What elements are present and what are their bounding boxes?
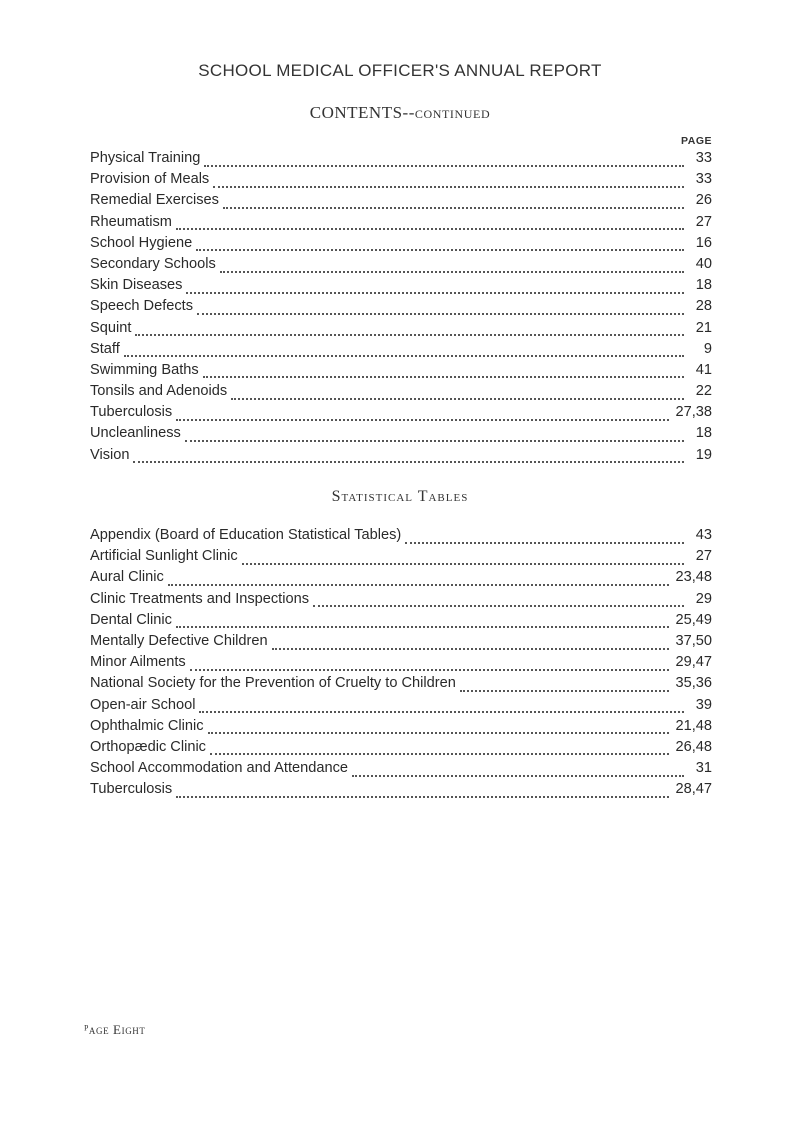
dot-leader bbox=[208, 732, 670, 734]
entry-page-number: 18 bbox=[695, 425, 712, 442]
contents-heading bbox=[0, 103, 800, 123]
index-entry bbox=[90, 404, 712, 425]
entry-label: School Accommodation and Attendance bbox=[90, 760, 348, 777]
entry-label: Appendix (Board of Education Statistical Tables) bbox=[90, 527, 402, 543]
index-entry bbox=[90, 697, 712, 718]
dot-leader bbox=[231, 398, 684, 400]
index-entry bbox=[90, 171, 712, 192]
entry-label: Aural Clinic bbox=[90, 569, 164, 586]
entry-label: Squint bbox=[90, 319, 132, 336]
dot-leader bbox=[223, 207, 684, 209]
index-entry bbox=[90, 425, 712, 446]
entry-page-number: 21,48 bbox=[675, 717, 712, 734]
entry-label: Uncleanliness bbox=[90, 425, 181, 442]
entry-page-number: 28,47 bbox=[675, 781, 712, 798]
entry-label: Speech Defects bbox=[90, 298, 194, 315]
entry-label: Secondary Schools bbox=[90, 255, 216, 272]
entry-label: Skin Diseases bbox=[90, 277, 183, 294]
entry-page-number: 40 bbox=[695, 255, 712, 272]
dot-leader bbox=[204, 165, 684, 167]
index-entry bbox=[90, 718, 712, 739]
entry-page-number: 29,47 bbox=[675, 654, 712, 671]
entry-page-number: 22 bbox=[695, 383, 712, 400]
index-entry bbox=[90, 612, 712, 633]
dot-leader bbox=[210, 753, 669, 755]
index-entry bbox=[90, 760, 712, 781]
entry-page-number: 27 bbox=[695, 548, 712, 565]
dot-leader bbox=[176, 228, 684, 230]
index-entry bbox=[90, 739, 712, 760]
dot-leader bbox=[124, 355, 684, 357]
dot-leader bbox=[460, 690, 670, 692]
entry-label: Physical Training bbox=[90, 150, 201, 166]
index-entry bbox=[90, 214, 712, 235]
entry-page-number: 33 bbox=[695, 150, 712, 166]
entry-page-number: 25,49 bbox=[675, 611, 712, 628]
entry-page-number: 16 bbox=[695, 234, 712, 251]
index-entry bbox=[90, 527, 712, 548]
entry-page-number: 29 bbox=[695, 590, 712, 607]
dot-leader bbox=[176, 796, 669, 798]
entry-label: Minor Ailments bbox=[90, 654, 186, 671]
index-entry bbox=[90, 675, 712, 696]
dot-leader bbox=[186, 292, 684, 294]
entry-page-number: 33 bbox=[695, 171, 712, 188]
index-entry bbox=[90, 569, 712, 590]
entry-page-number: 9 bbox=[703, 340, 712, 357]
dot-leader bbox=[352, 775, 684, 777]
entry-label: Provision of Meals bbox=[90, 171, 210, 188]
entry-page-number: 28 bbox=[695, 298, 712, 315]
index-entry bbox=[90, 256, 712, 277]
index-entry bbox=[90, 320, 712, 341]
statistical-tables-list bbox=[90, 527, 712, 802]
index-entry bbox=[90, 235, 712, 256]
contents-title: CONTENTS bbox=[309, 103, 403, 122]
entry-label: Tuberculosis bbox=[90, 781, 173, 798]
entry-label: Clinic Treatments and Inspections bbox=[90, 590, 310, 607]
dot-leader bbox=[168, 584, 670, 586]
entry-page-number: 39 bbox=[695, 696, 712, 713]
entry-page-number: 27,38 bbox=[675, 404, 712, 421]
dot-leader bbox=[197, 313, 684, 315]
contents-index-list bbox=[90, 150, 712, 468]
entry-page-number: 23,48 bbox=[675, 569, 712, 586]
entry-label: Rheumatism bbox=[90, 213, 172, 230]
entry-label: Orthopædic Clinic bbox=[90, 738, 206, 755]
entry-page-number: 35,36 bbox=[675, 675, 712, 692]
dot-leader bbox=[176, 419, 669, 421]
entry-page-number: 26,48 bbox=[675, 738, 712, 755]
entry-label: Dental Clinic bbox=[90, 611, 172, 628]
running-title: SCHOOL MEDICAL OFFICER'S ANNUAL REPORT bbox=[198, 61, 602, 80]
dot-leader bbox=[133, 461, 684, 463]
dot-leader bbox=[220, 271, 684, 273]
entry-label: Mentally Defective Children bbox=[90, 632, 268, 649]
entry-page-number: 31 bbox=[695, 760, 712, 777]
index-entry bbox=[90, 781, 712, 802]
entry-label: Swimming Baths bbox=[90, 361, 199, 378]
entry-page-number: 19 bbox=[695, 446, 712, 463]
entry-label: Tuberculosis bbox=[90, 404, 173, 421]
index-entry bbox=[90, 447, 712, 468]
index-entry bbox=[90, 548, 712, 569]
index-entry bbox=[90, 362, 712, 383]
index-entry bbox=[90, 383, 712, 404]
dot-leader bbox=[199, 711, 684, 713]
entry-page-number: 27 bbox=[695, 213, 712, 230]
entry-label: Open-air School bbox=[90, 696, 196, 713]
entry-page-number: 21 bbox=[695, 319, 712, 336]
entry-label: Staff bbox=[90, 340, 120, 357]
dot-leader bbox=[313, 605, 684, 607]
dot-leader bbox=[272, 648, 670, 650]
entry-page-number: 18 bbox=[695, 277, 712, 294]
index-entry bbox=[90, 150, 712, 171]
index-entry bbox=[90, 633, 712, 654]
dot-leader bbox=[176, 626, 670, 628]
entry-page-number: 41 bbox=[695, 361, 712, 378]
index-entry bbox=[90, 591, 712, 612]
entry-page-number: 37,50 bbox=[675, 632, 712, 649]
contents-title-suffix: CONTINUED bbox=[414, 107, 491, 121]
index-entry bbox=[90, 654, 712, 675]
entry-page-number: 26 bbox=[695, 192, 712, 209]
entry-label: National Society for the Prevention of Cruelty to Children bbox=[90, 675, 456, 692]
page-footer: ᴾage Eight bbox=[84, 1022, 146, 1037]
entry-label: Remedial Exercises bbox=[90, 192, 219, 209]
statistical-tables-heading: Statistical Tables bbox=[331, 488, 469, 505]
dot-leader bbox=[185, 440, 684, 442]
index-entry bbox=[90, 298, 712, 319]
contents-title-dash: -- bbox=[402, 103, 415, 122]
index-entry bbox=[90, 192, 712, 213]
entry-label: Vision bbox=[90, 446, 130, 463]
dot-leader bbox=[213, 186, 684, 188]
entry-label: School Hygiene bbox=[90, 234, 193, 251]
entry-label: Artificial Sunlight Clinic bbox=[90, 548, 238, 565]
page-column-label: PAGE bbox=[681, 135, 712, 147]
index-entry bbox=[90, 341, 712, 362]
dot-leader bbox=[203, 376, 684, 378]
entry-label: Tonsils and Adenoids bbox=[90, 383, 228, 400]
dot-leader bbox=[242, 563, 684, 565]
entry-label: Ophthalmic Clinic bbox=[90, 717, 204, 734]
entry-page-number: 43 bbox=[695, 527, 712, 543]
index-entry bbox=[90, 277, 712, 298]
dot-leader bbox=[196, 249, 684, 251]
dot-leader bbox=[190, 669, 670, 671]
dot-leader bbox=[135, 334, 684, 336]
dot-leader bbox=[405, 542, 684, 544]
